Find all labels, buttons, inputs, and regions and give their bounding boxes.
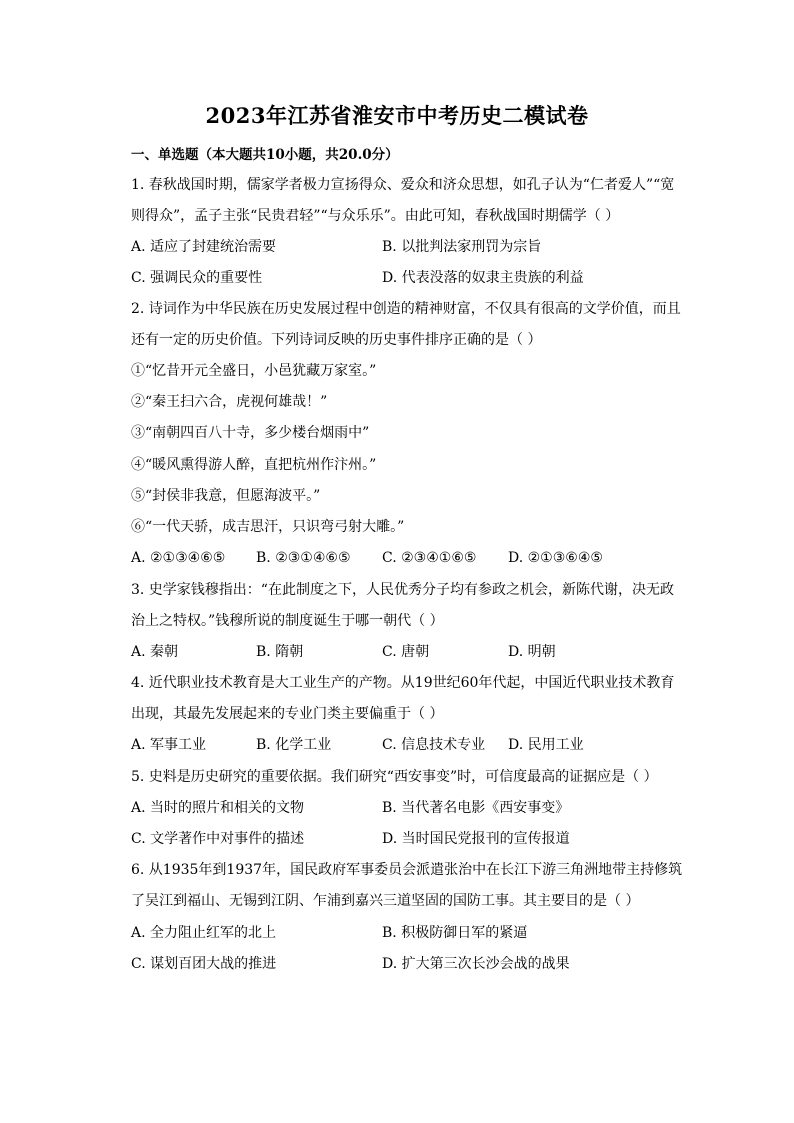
question-text-line: 了吴江到福山、无锡到江阴、乍浦到嘉兴三道坚固的国防工事。其主要目的是（ ） [131,893,640,909]
question-text-line: 3. 史学家钱穆指出：“在此制度之下，人民优秀分子均有参政之机会，新陈代谢，决无政 [131,582,674,598]
poem-line: ②“秦王扫六合，虎视何雄哉！” [131,394,328,410]
option-c: C. 强调民众的重要性 [131,270,263,286]
option-b: B. 当代著名电影《西安事变》 [382,800,570,816]
option-b: B. 以批判法家刑罚为宗旨 [382,239,542,255]
option-b: B. ②③①④⑥⑤ [256,550,351,566]
question-text-line: 6. 从1935年到1937年，国民政府军事委员会派遣张治中在长江下游三角洲地带主持修筑 [131,862,683,878]
option-d: D. 当时国民党报刊的宣传报道 [382,831,570,847]
option-d: D. 民用工业 [508,737,584,753]
option-d: D. 明朝 [508,644,556,660]
option-c: C. 文学著作中对事件的描述 [131,831,305,847]
question-text-line: 4. 近代职业技术教育是大工业生产的产物。从19世纪60年代起，中国近代职业技术教育 [131,675,675,691]
option-a: A. 秦朝 [131,644,179,660]
option-a: A. 全力阻止红军的北上 [131,925,277,941]
option-a: A. 适应了封建统治需要 [131,239,277,255]
option-c: C. 唐朝 [382,644,430,660]
question-text-line: 2. 诗词作为中华民族在历史发展过程中创造的精神财富，不仅具有很高的文学价值，而且 [131,301,681,317]
question-text-line: 则得众”，孟子主张“民贵君轻”“与众乐乐”。由此可知，春秋战国时期儒学（ ） [131,208,620,224]
exam-title: 2023年江苏省淮安市中考历史二模试卷 [205,103,589,128]
poem-line: ③“南朝四百八十寺，多少楼台烟雨中” [131,425,370,441]
question-text-line: 1. 春秋战国时期，儒家学者极力宣扬得众、爱众和济众思想，如孔子认为“仁者爱人”“宽 [131,177,675,193]
poem-line: ⑤“封侯非我意，但愿海波平。” [131,488,321,504]
option-a: A. 军事工业 [131,737,207,753]
poem-line: ④“暖风熏得游人醉，直把杭州作汴州。” [131,457,377,473]
option-a: A. 当时的照片和相关的文物 [131,800,305,816]
option-b: B. 隋朝 [256,644,304,660]
question-text-line: 5. 史料是历史研究的重要依据。我们研究“西安事变”时，可信度最高的证据应是（ ） [131,769,658,785]
option-c: C. 信息技术专业 [382,737,486,753]
question-text-line: 出现，其最先发展起来的专业门类主要偏重于（ ） [131,706,444,722]
poem-line: ⑥“一代天骄，成吉思汗，只识弯弓射大雕。” [131,519,405,535]
option-b: B. 积极防御日军的紧逼 [382,925,528,941]
option-d: D. 代表没落的奴隶主贵族的利益 [382,270,584,286]
option-a: A. ②①③④⑥⑤ [131,550,226,566]
option-d: D. ②①③⑥④⑤ [508,550,603,566]
option-c: C. 谋划百团大战的推进 [131,956,277,972]
option-b: B. 化学工业 [256,737,332,753]
option-c: C. ②③④①⑥⑤ [382,550,477,566]
question-text-line: 治上之特权。”钱穆所说的制度诞生于哪一朝代（ ） [131,613,444,629]
option-d: D. 扩大第三次长沙会战的战果 [382,956,570,972]
section-heading: 一、单选题（本大题共10小题，共20.0分） [131,147,399,163]
question-text-line: 还有一定的历史价值。下列诗词反映的历史事件排序正确的是（ ） [131,332,542,348]
poem-line: ①“忆昔开元全盛日，小邑犹藏万家室。” [131,363,377,379]
